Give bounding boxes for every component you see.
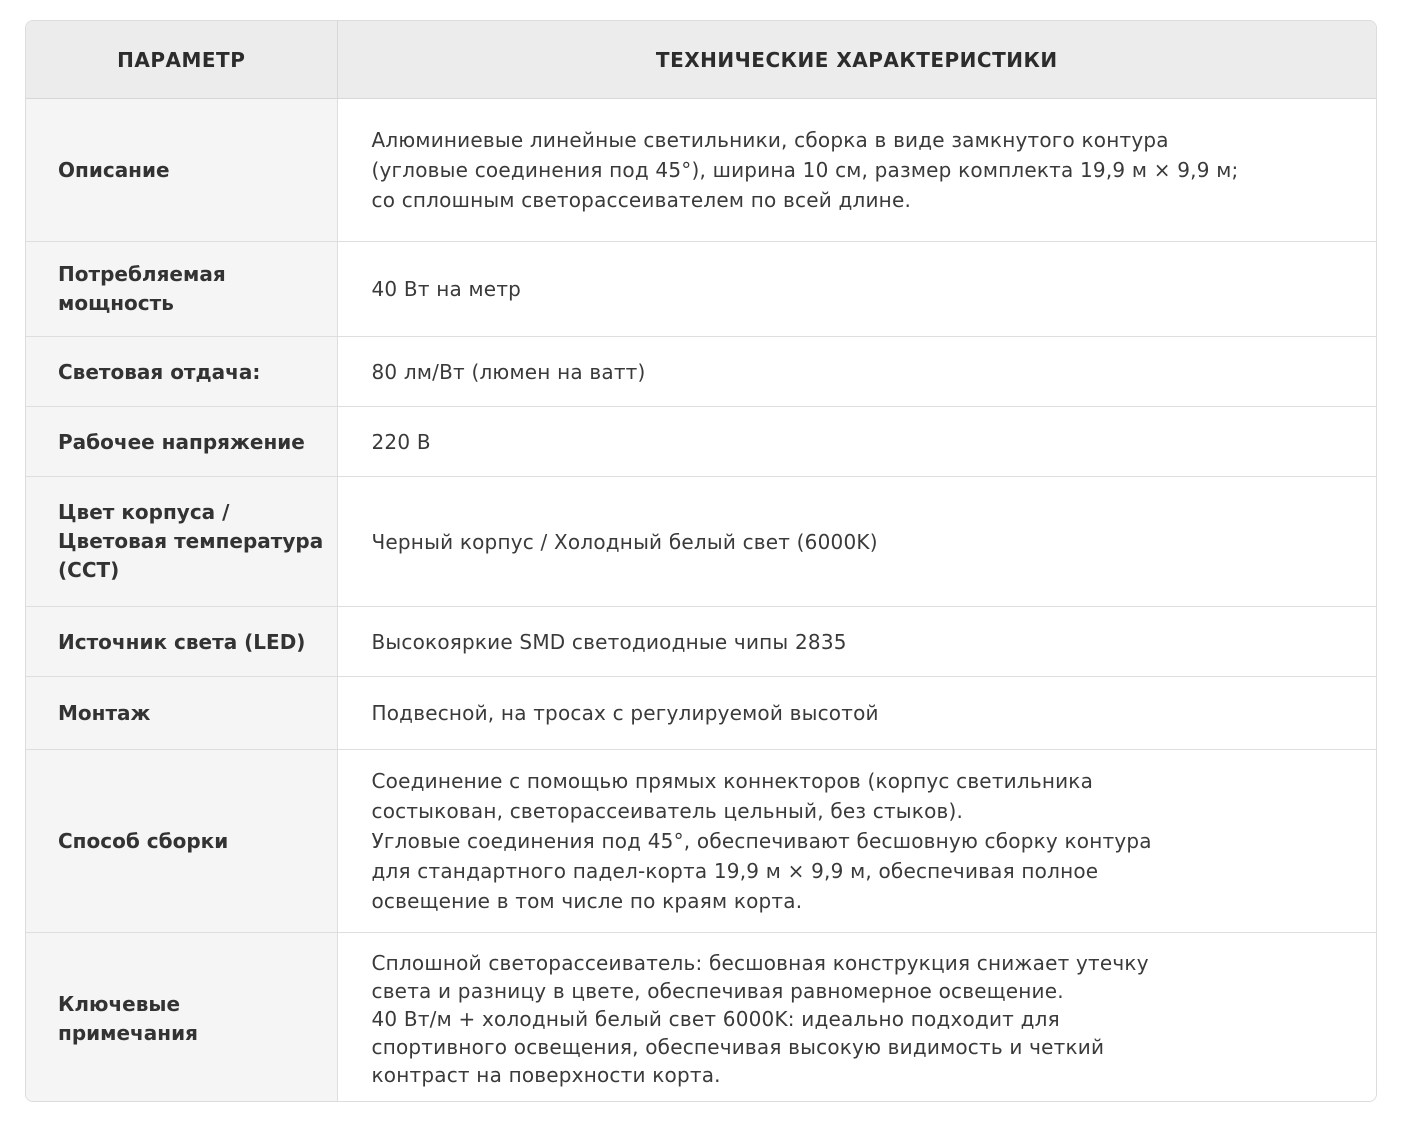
table-row <box>26 750 1376 933</box>
parameter-text: Цветовая температура <box>58 529 324 553</box>
parameter-cell <box>26 477 337 607</box>
value-cell <box>337 677 1376 750</box>
value-text: света и разницу в цвете, обеспечивая равномерное освещение. <box>371 979 1064 1003</box>
value-text: Высокояркие SMD светодиодные чипы 2835 <box>371 629 847 654</box>
parameter-text: Описание <box>58 158 170 182</box>
value-text: (угловые соединения под 45°), ширина 10 см, размер комплекта 19,9 м × 9,9 м; <box>371 158 1239 182</box>
parameter-text: Рабочее напряжение <box>58 429 305 454</box>
parameter-text: Цвет корпуса / <box>58 500 230 524</box>
spec-table-header <box>26 21 1376 99</box>
value-cell <box>337 99 1376 242</box>
header-specifications: ТЕХНИЧЕСКИЕ ХАРАКТЕРИСТИКИ <box>337 21 1376 99</box>
header-parameter: ПАРАМЕТР <box>26 21 337 99</box>
value-text: Соединение с помощью прямых коннекторов (корпус светильника <box>371 769 1094 793</box>
value-cell <box>337 477 1376 607</box>
value-cell <box>337 607 1376 677</box>
parameter-cell <box>26 337 337 407</box>
parameter-cell <box>26 750 337 933</box>
parameter-cell <box>26 99 337 242</box>
table-row <box>26 337 1376 407</box>
parameter-text: Монтаж <box>58 701 151 725</box>
table-row <box>26 407 1376 477</box>
value-text: 40 Вт на метр <box>371 277 522 301</box>
value-cell <box>337 933 1376 1103</box>
value-text: со сплошным светорассеивателем по всей длине. <box>371 188 912 212</box>
value-text: Алюминиевые линейные светильники, сборка в виде замкнутого контура <box>371 128 1169 152</box>
table-row <box>26 677 1376 750</box>
parameter-cell <box>26 242 337 337</box>
parameter-text: Источник света (LED) <box>58 629 306 654</box>
table-row <box>26 242 1376 337</box>
value-cell <box>337 407 1376 477</box>
value-text: для стандартного падел-корта 19,9 м × 9,9 м, обеспечивая полное <box>371 859 1099 883</box>
value-text: 80 лм/Вт (люмен на ватт) <box>371 359 646 384</box>
parameter-cell <box>26 607 337 677</box>
table-row <box>26 99 1376 242</box>
table-row <box>26 933 1376 1103</box>
parameter-text: примечания <box>58 1021 198 1045</box>
table-row <box>26 477 1376 607</box>
value-cell <box>337 750 1376 933</box>
parameter-text: Способ сборки <box>58 829 229 853</box>
parameter-cell <box>26 407 337 477</box>
parameter-text: (CCT) <box>58 558 120 582</box>
value-cell <box>337 337 1376 407</box>
value-text: спортивного освещения, обеспечивая высокую видимость и четкий <box>371 1035 1105 1059</box>
spec-table-body <box>26 99 1376 1103</box>
value-text: Угловые соединения под 45°, обеспечивают бесшовную сборку контура <box>371 829 1152 853</box>
value-text: Подвесной, на тросах с регулируемой высотой <box>371 701 879 725</box>
parameter-cell <box>26 677 337 750</box>
parameter-text: Световая отдача: <box>58 359 261 384</box>
parameter-text: Потребляемая <box>58 262 226 286</box>
parameter-cell <box>26 933 337 1103</box>
value-text: контраст на поверхности корта. <box>371 1063 721 1087</box>
value-text: состыкован, светорассеиватель цельный, без стыков). <box>371 799 964 823</box>
spec-table-card <box>25 20 1377 1102</box>
table-row <box>26 607 1376 677</box>
value-text: 40 Вт/м + холодный белый свет 6000K: идеально подходит для <box>371 1007 1060 1031</box>
value-text: Черный корпус / Холодный белый свет (6000K) <box>371 529 878 554</box>
header-row <box>26 21 1376 99</box>
value-text: освещение в том числе по краям корта. <box>371 889 803 913</box>
parameter-text: Ключевые <box>58 992 181 1016</box>
value-text: 220 В <box>371 429 431 454</box>
parameter-text: мощность <box>58 291 174 315</box>
value-text: Сплошной светорассеиватель: бесшовная конструкция снижает утечку <box>371 951 1149 975</box>
value-cell <box>337 242 1376 337</box>
spec-table <box>26 21 1376 1102</box>
